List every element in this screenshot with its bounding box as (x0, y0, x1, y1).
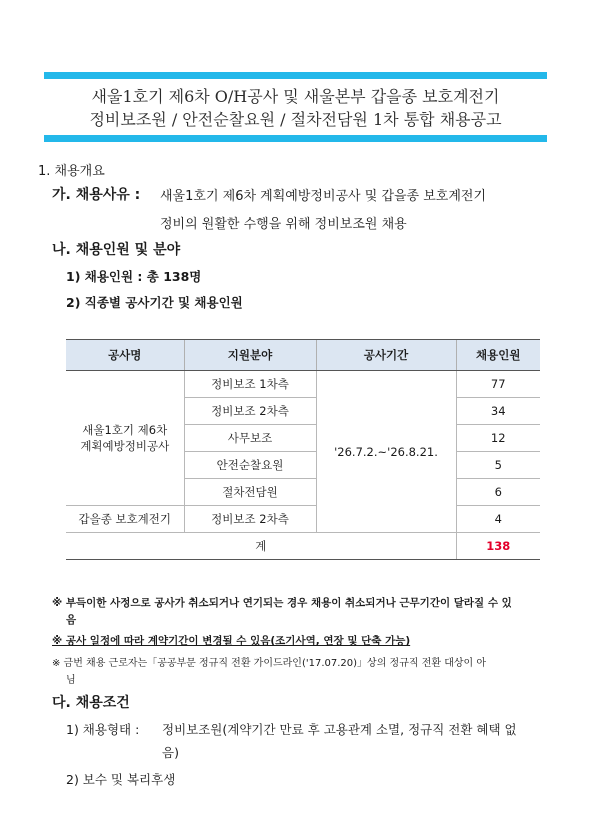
employment-type-label: 1) 채용형태 : (66, 722, 140, 737)
headcount-heading: 나. 채용인원 및 분야 (52, 242, 181, 258)
pay-benefits-heading: 2) 보수 및 복리후생 (66, 772, 176, 787)
headcount-total: 1) 채용인원 : 총 138명 (66, 269, 202, 284)
reason-text-2: 정비의 원활한 수행을 위해 정비보조원 채용 (160, 217, 407, 232)
field-cell: 사무보조 (184, 425, 316, 452)
table-row (66, 506, 540, 533)
section-heading: 1. 채용개요 (38, 164, 105, 179)
reason-text-1: 새울1호기 제6차 계획예방정비공사 및 갑을종 보호계전기 (160, 189, 487, 204)
table-total-row (66, 533, 540, 560)
field-cell: 정비보조 1차측 (184, 371, 316, 398)
count-cell: 6 (456, 479, 540, 506)
field-cell: 안전순찰요원 (184, 452, 316, 479)
note-cancellation: ※ 부득이한 사정으로 공사가 취소되거나 연기되는 경우 채용이 취소되거나 근무기간이 달라질 수 있 (52, 597, 512, 609)
note-cancellation-cont: 음 (66, 614, 77, 626)
employment-type-text: 정비보조원(계약기간 만료 후 고용관계 소멸, 정규직 전환 혜택 없 (162, 722, 517, 737)
field-cell: 정비보조 2차측 (184, 506, 316, 533)
count-cell: 34 (456, 398, 540, 425)
total-value: 138 (456, 533, 540, 560)
header-period: 공사기간 (316, 340, 456, 371)
count-cell: 5 (456, 452, 540, 479)
count-cell: 12 (456, 425, 540, 452)
reason-label: 가. 채용사유 : (52, 187, 141, 203)
total-label: 계 (66, 533, 456, 560)
header-field: 지원분야 (184, 340, 316, 371)
table-header-row (66, 340, 540, 371)
field-cell: 절차전담원 (184, 479, 316, 506)
conditions-heading: 다. 채용조건 (52, 695, 130, 711)
header-count: 채용인원 (456, 340, 540, 371)
project-cell-1 (66, 371, 184, 506)
field-cell: 정비보조 2차측 (184, 398, 316, 425)
note-guideline-cont: 님 (66, 675, 76, 686)
project-name-line-2: 계획예방정비공사 (80, 439, 170, 453)
count-cell: 77 (456, 371, 540, 398)
period-heading: 2) 직종별 공사기간 및 채용인원 (66, 295, 243, 310)
title-line-2: 정비보조원 / 안전순찰요원 / 절차전담원 1차 통합 채용공고 (89, 110, 502, 129)
title-line-1: 새울1호기 제6차 O/H공사 및 새울본부 갑을종 보호계전기 (91, 87, 500, 106)
note-guideline: ※ 금번 채용 근로자는「공공부문 정규직 전환 가이드라인('17.07.20)」상의 정규직 전환 대상이 아 (52, 658, 487, 669)
header-project: 공사명 (66, 340, 184, 371)
count-cell: 4 (456, 506, 540, 533)
title-top-bar (44, 72, 547, 79)
employment-type-text-cont: 음) (162, 745, 179, 760)
title-bottom-bar (44, 135, 547, 142)
note-schedule: ※ 공사 일정에 따라 계약기간이 변경될 수 있음(조기사역, 연장 및 단축 가능) (52, 635, 411, 647)
recruitment-table (66, 339, 540, 560)
project-name-line-1: 새울1호기 제6차 (82, 423, 168, 437)
project-cell-2: 갑을종 보호계전기 (66, 506, 184, 533)
period-cell: '26.7.2.~'26.8.21. (316, 371, 456, 533)
table-row (66, 371, 540, 398)
